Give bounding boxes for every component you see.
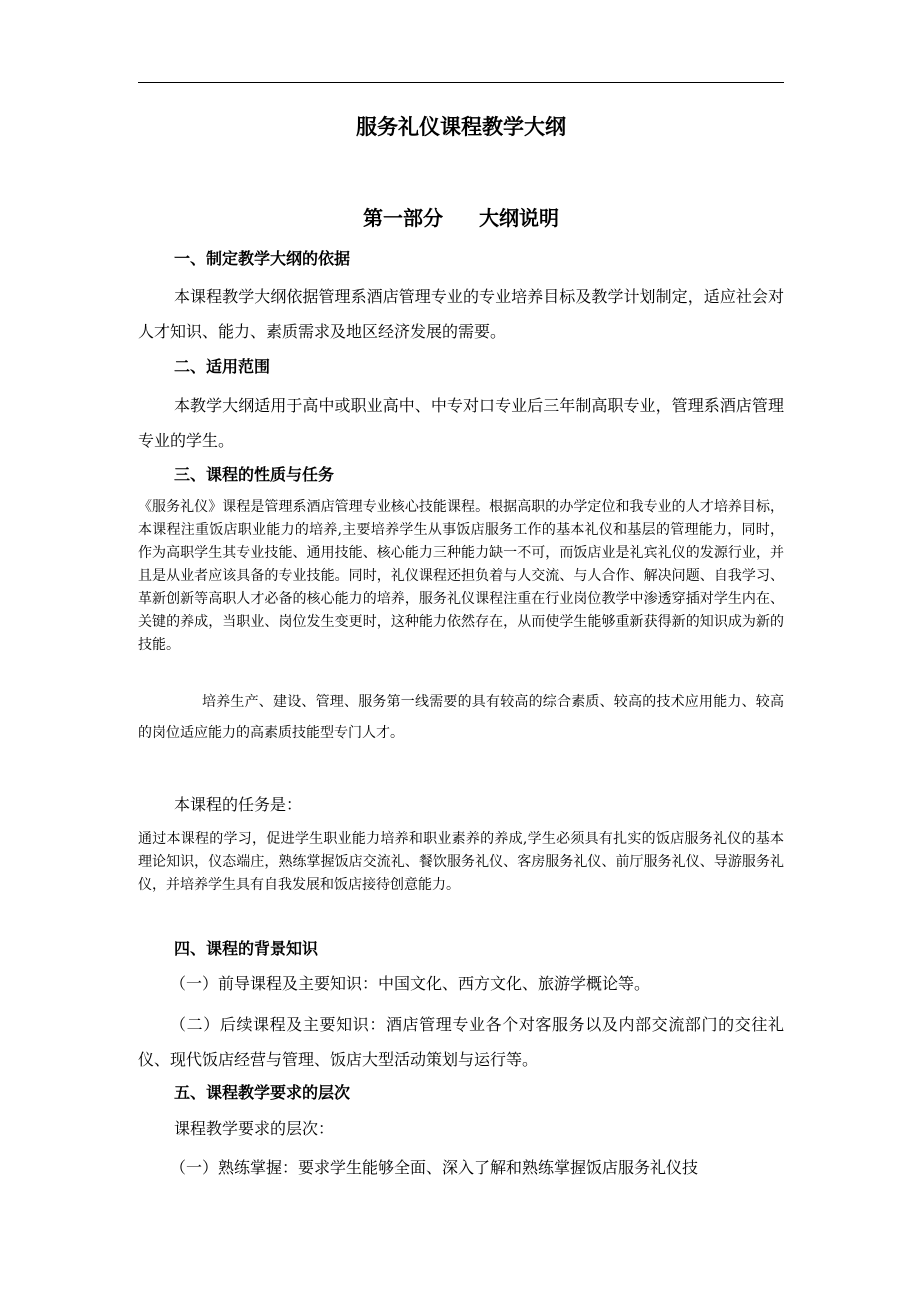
part-name: 大纲说明: [479, 206, 559, 230]
section4-item1: （一）前导课程及主要知识：中国文化、西方文化、旅游学概论等。: [170, 974, 651, 993]
section2-heading: 二、适用范围: [174, 357, 271, 376]
section3-goal-paragraph: 培养生产、建设、管理、服务第一线需要的具有较高的综合素质、较高的技术应用能力、较高的岗位适应能力的高素质技能型专门人才。: [138, 694, 784, 741]
section2-body: 本教学大纲适用于高中或职业高中、中专对口专业后三年制高职专业，管理系酒店管理专业的学生。: [138, 396, 784, 450]
section5-heading: 五、课程教学要求的层次: [174, 1083, 351, 1102]
part-number: 第一部分: [363, 206, 443, 230]
section3-task-label: 本课程的任务是：: [174, 795, 303, 814]
part-title: [138, 203, 784, 233]
section4-item2: （二）后续课程及主要知识：酒店管理专业各个对客服务以及内部交流部门的交往礼仪、现代饭店经营与管理、饭店大型活动策划与运行等。: [138, 1015, 784, 1069]
section4-heading: 四、课程的背景知识: [174, 939, 319, 958]
section1-heading: 一、制定教学大纲的依据: [174, 249, 351, 268]
section5-item1: （一）熟练掌握：要求学生能够全面、深入了解和熟练掌握饭店服务礼仪技: [170, 1158, 699, 1177]
section3-nature-paragraph: 《服务礼仪》课程是管理系酒店管理专业核心技能课程。根据高职的办学定位和我专业的人才培养目标，本课程注重饭店职业能力的培养,主要培养学生从事饭店服务工作的基本礼仪和基层的管理能力，同时，作为高职学生其专业技能、通用技能、核心能力三种能力缺一不可，而饭店业是礼宾礼仪的发源行业，并且是从业者应该具备的专业技能。同时，礼仪课程还担负着与人交流、与人合作、解决问题、自我学习、革新创新等高职人才必备的核心能力的培养，服务礼仪课程注重在行业岗位教学中渗透穿插对学生内在、关键的养成，当职业、岗位发生变更时，这种能力依然存在，从而使学生能够重新获得新的知识成为新的技能。: [138, 499, 784, 653]
section3-task-body: 通过本课程的学习，促进学生职业能力培养和职业素养的养成,学生必须具有扎实的饭店服务礼仪的基本理论知识，仪态端庄，熟练掌握饭店交流礼、餐饮服务礼仪、客房服务礼仪、前厅服务礼仪、导游服务礼仪，并培养学生具有自我发展和饭店接待创意能力。: [138, 831, 784, 893]
section5-intro: 课程教学要求的层次：: [174, 1119, 335, 1138]
document-title: 服务礼仪课程教学大纲: [356, 115, 566, 139]
section1-body: 本课程教学大纲依据管理系酒店管理专业的专业培养目标及教学计划制定，适应社会对人才知识、能力、素质需求及地区经济发展的需要。: [138, 287, 784, 341]
section3-heading: 三、课程的性质与任务: [174, 465, 335, 484]
header-rule: [138, 82, 784, 83]
